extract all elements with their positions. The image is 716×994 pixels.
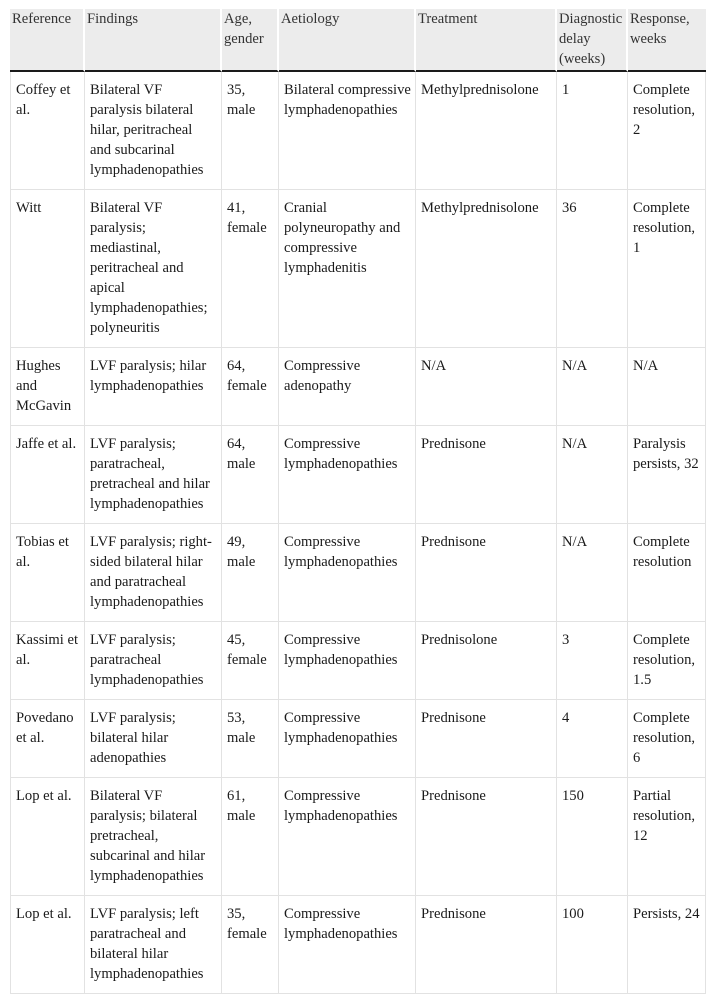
cell-response: Complete resolution, 1.5: [628, 622, 706, 700]
cell-aetiology: Compressive lymphadenopathies: [279, 896, 416, 994]
cell-response: Partial resolution, 12: [628, 778, 706, 896]
cell-reference: Povedano et al.: [10, 700, 85, 778]
cell-treatment: N/A: [416, 348, 557, 426]
cell-treatment: Methylprednisolone: [416, 72, 557, 190]
header-response: Response, weeks: [628, 9, 706, 72]
table-row: [10, 896, 706, 994]
cell-delay: 36: [557, 190, 628, 348]
cell-treatment: Prednisolone: [416, 622, 557, 700]
cell-reference: Tobias et al.: [10, 524, 85, 622]
cell-delay: N/A: [557, 348, 628, 426]
cell-age-gender: 64, female: [222, 348, 279, 426]
cell-findings: LVF paralysis; bilateral hilar adenopathies: [85, 700, 222, 778]
cell-aetiology: Compressive lymphadenopathies: [279, 426, 416, 524]
table-row: [10, 524, 706, 622]
cell-treatment: Prednisone: [416, 778, 557, 896]
cell-delay: 1: [557, 72, 628, 190]
cell-response: Complete resolution, 6: [628, 700, 706, 778]
cell-treatment: Prednisone: [416, 426, 557, 524]
cell-aetiology: Compressive adenopathy: [279, 348, 416, 426]
table-row: [10, 348, 706, 426]
cell-findings: Bilateral VF paralysis; bilateral pretracheal, subcarinal and hilar lymphadenopathies: [85, 778, 222, 896]
header-reference: Reference: [10, 9, 85, 72]
cell-reference: Witt: [10, 190, 85, 348]
cell-treatment: Prednisone: [416, 700, 557, 778]
cell-age-gender: 53, male: [222, 700, 279, 778]
header-treatment: Treatment: [416, 9, 557, 72]
cell-age-gender: 61, male: [222, 778, 279, 896]
table-body: [10, 72, 706, 994]
cell-age-gender: 45, female: [222, 622, 279, 700]
cell-delay: 150: [557, 778, 628, 896]
table-row: [10, 700, 706, 778]
cell-age-gender: 41, female: [222, 190, 279, 348]
cell-response: Complete resolution, 1: [628, 190, 706, 348]
table-row: [10, 778, 706, 896]
cell-delay: 4: [557, 700, 628, 778]
header-aetiology: Aetiology: [279, 9, 416, 72]
cell-aetiology: Compressive lymphadenopathies: [279, 524, 416, 622]
table-row: [10, 72, 706, 190]
cell-aetiology: Compressive lymphadenopathies: [279, 778, 416, 896]
cell-response: Complete resolution, 2: [628, 72, 706, 190]
cell-delay: N/A: [557, 426, 628, 524]
cell-reference: Hughes and McGavin: [10, 348, 85, 426]
table-header: [10, 9, 706, 72]
cell-treatment: Prednisone: [416, 524, 557, 622]
cell-aetiology: Cranial polyneuropathy and compressive lymphadenitis: [279, 190, 416, 348]
case-report-table: [10, 9, 706, 994]
cell-findings: LVF paralysis; hilar lymphadenopathies: [85, 348, 222, 426]
table-row: [10, 426, 706, 524]
cell-reference: Jaffe et al.: [10, 426, 85, 524]
cell-response: Persists, 24: [628, 896, 706, 994]
cell-aetiology: Compressive lymphadenopathies: [279, 700, 416, 778]
cell-findings: LVF paralysis; paratracheal, pretracheal and hilar lymphadenopathies: [85, 426, 222, 524]
header-findings: Findings: [85, 9, 222, 72]
cell-treatment: Prednisone: [416, 896, 557, 994]
cell-age-gender: 35, male: [222, 72, 279, 190]
cell-reference: Lop et al.: [10, 778, 85, 896]
table-row: [10, 622, 706, 700]
cell-response: Paralysis persists, 32: [628, 426, 706, 524]
cell-response: Complete resolution: [628, 524, 706, 622]
cell-delay: N/A: [557, 524, 628, 622]
header-diagnostic-delay: Diagnostic delay (weeks): [557, 9, 628, 72]
cell-response: N/A: [628, 348, 706, 426]
cell-age-gender: 35, female: [222, 896, 279, 994]
cell-reference: Coffey et al.: [10, 72, 85, 190]
cell-findings: LVF paralysis; paratracheal lymphadenopathies: [85, 622, 222, 700]
cell-findings: Bilateral VF paralysis bilateral hilar, peritracheal and subcarinal lymphadenopathies: [85, 72, 222, 190]
cell-treatment: Methylprednisolone: [416, 190, 557, 348]
table-row: [10, 190, 706, 348]
cell-age-gender: 64, male: [222, 426, 279, 524]
cell-reference: Lop et al.: [10, 896, 85, 994]
table-container: [10, 9, 706, 994]
header-row: [10, 9, 706, 72]
cell-delay: 3: [557, 622, 628, 700]
cell-aetiology: Bilateral compressive lymphadenopathies: [279, 72, 416, 190]
cell-findings: Bilateral VF paralysis; mediastinal, peritracheal and apical lymphadenopathies; polyneuritis: [85, 190, 222, 348]
cell-aetiology: Compressive lymphadenopathies: [279, 622, 416, 700]
cell-delay: 100: [557, 896, 628, 994]
cell-reference: Kassimi et al.: [10, 622, 85, 700]
cell-age-gender: 49, male: [222, 524, 279, 622]
header-age-gender: Age, gender: [222, 9, 279, 72]
cell-findings: LVF paralysis; left paratracheal and bilateral hilar lymphadenopathies: [85, 896, 222, 994]
cell-findings: LVF paralysis; right-sided bilateral hilar and paratracheal lymphadenopathies: [85, 524, 222, 622]
